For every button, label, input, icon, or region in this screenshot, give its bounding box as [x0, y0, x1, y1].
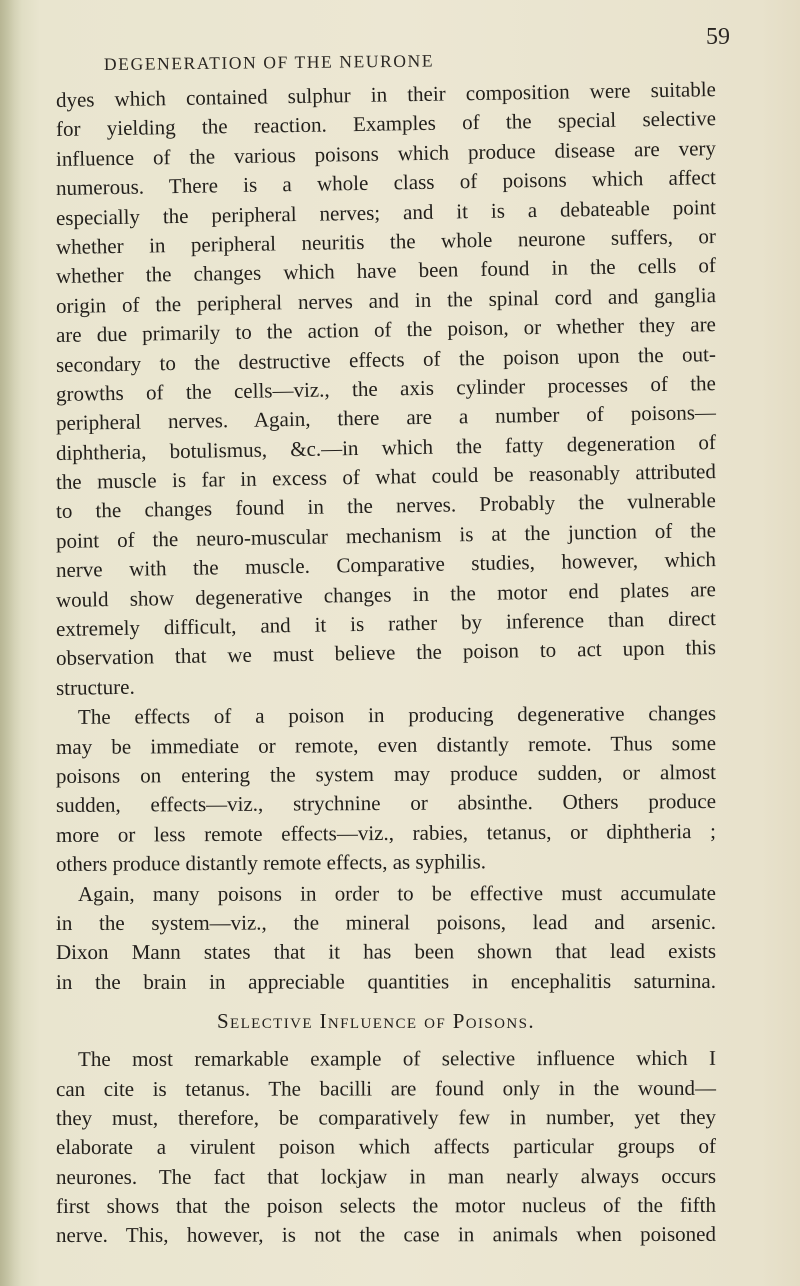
- text-line: for yielding the reaction. Examples of the special selective: [55, 106, 717, 142]
- text-line: extremely difficult, and it is rather by inference than direct: [55, 606, 717, 642]
- text-line: are due primarily to the action of the poison, or whether they are: [55, 312, 717, 348]
- section-heading: Selective Influence of Poisons.: [216, 1009, 536, 1034]
- text-line: the muscle is far in excess of what could be reasonably attributed: [55, 459, 717, 495]
- text-line: in the system—viz., the mineral poisons, lead and arsenic.: [55, 909, 717, 935]
- text-line: they must, therefore, be comparatively few in number, yet they: [55, 1104, 717, 1130]
- text-line: diphtheria, botulismus, &c.—in which the fatty degeneration of: [55, 429, 717, 465]
- paragraph-effects-of-poison: [56, 703, 716, 879]
- text-line: dyes which contained sulphur in their composition were suitable: [55, 77, 717, 112]
- text-line: The effects of a poison in producing degenerative changes: [77, 701, 717, 730]
- text-line: poisons on entering the system may produce sudden, or almost: [55, 759, 717, 788]
- text-line: especially the peripheral nerves; and it is a debateable point: [55, 194, 717, 230]
- text-line: others produce distantly remote effects, as syphilis.: [55, 849, 487, 877]
- text-line: nerve with the muscle. Comparative studies, however, which: [55, 547, 717, 583]
- text-line: Again, many poisons in order to be effective must accumulate: [77, 880, 717, 906]
- text-line: numerous. There is a whole class of poisons which affect: [55, 165, 717, 201]
- text-line: influence of the various poisons which produce disease are very: [55, 135, 717, 171]
- text-line: growths of the cells—viz., the axis cylinder processes of the: [55, 370, 717, 406]
- text-line: The most remarkable example of selective influence which I: [77, 1045, 717, 1072]
- text-line: more or less remote effects—viz., rabies, tetanus, or diphtheria ;: [55, 818, 717, 847]
- text-line: structure.: [55, 674, 135, 700]
- paragraph-tetanus: [56, 1045, 716, 1251]
- text-line: Dixon Mann states that it has been shown that lead exists: [55, 939, 717, 965]
- text-line: in the brain in appreciable quantities in encephalitis saturnina.: [55, 968, 717, 994]
- text-line: neurones. The fact that lockjaw in man nearly always occurs: [55, 1163, 717, 1189]
- text-line: can cite is tetanus. The bacilli are found only in the wound—: [55, 1075, 717, 1101]
- text-line: would show degenerative changes in the motor end plates are: [55, 576, 717, 612]
- text-line: to the changes found in the nerves. Probably the vulnerable: [55, 488, 717, 524]
- text-line: observation that we must believe the poison to act upon this: [55, 635, 717, 671]
- page-number: 59: [706, 24, 730, 50]
- text-line: elaborate a virulent poison which affects particular groups of: [55, 1134, 717, 1160]
- text-line: whether the changes which have been found in the cells of: [55, 253, 717, 289]
- text-line: point of the neuro-muscular mechanism is at the junction of the: [55, 517, 717, 553]
- paragraph-accumulation: [56, 880, 716, 998]
- text-line: sudden, effects—viz., strychnine or absinthe. Others produce: [55, 789, 717, 818]
- spine-shadow: [0, 0, 22, 1286]
- text-line: origin of the peripheral nerves and in the spinal cord and ganglia: [55, 282, 717, 318]
- text-line: may be immediate or remote, even distantly remote. Thus some: [55, 730, 717, 759]
- running-title: DEGENERATION OF THE NEURONE: [103, 50, 435, 74]
- text-line: secondary to the destructive effects of the poison upon the out-: [55, 341, 717, 377]
- running-head: [92, 18, 730, 84]
- paragraph-degeneration: [55, 77, 717, 703]
- text-line: first shows that the poison selects the motor nucleus of the fifth: [55, 1192, 717, 1219]
- body-text: [55, 77, 717, 1251]
- text-line: whether in peripheral neuritis the whole neurone suffers, or: [55, 224, 717, 259]
- text-line: nerve. This, however, is not the case in animals when poisoned: [55, 1222, 717, 1248]
- text-line: peripheral nerves. Again, there are a number of poisons—: [55, 400, 717, 436]
